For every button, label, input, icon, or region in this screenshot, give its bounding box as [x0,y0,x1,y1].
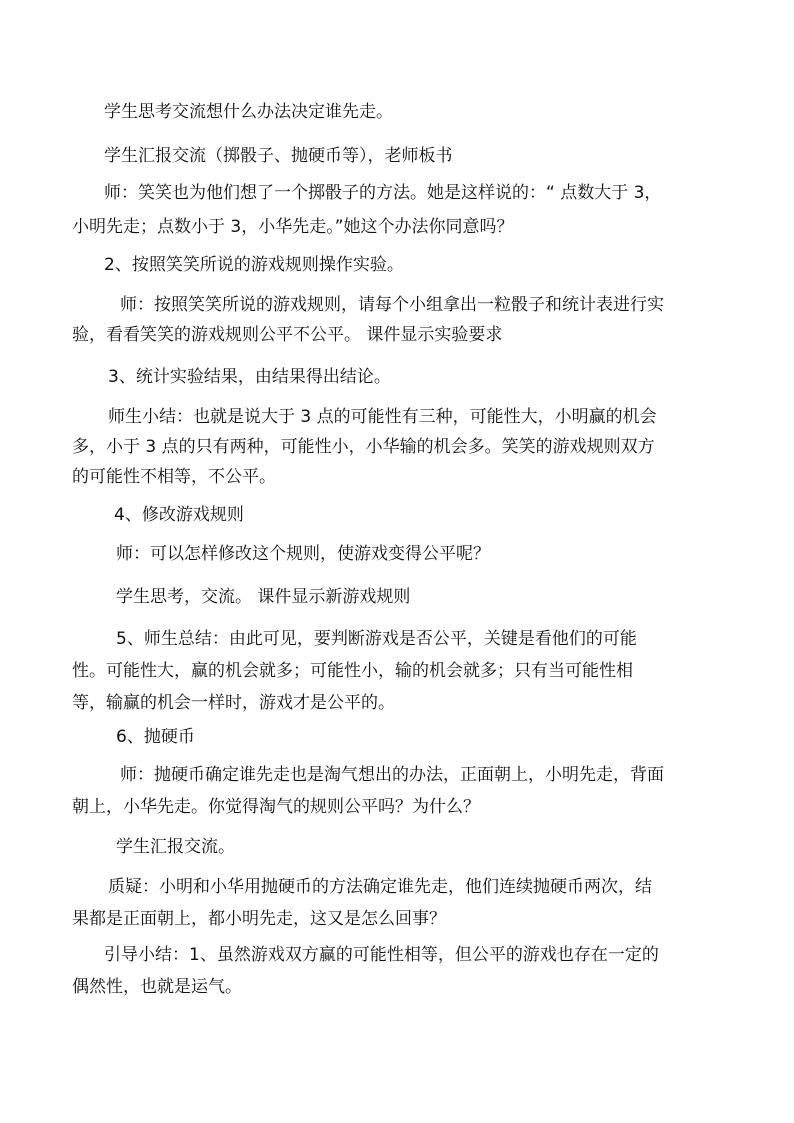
paragraph-line: 师：按照笑笑所说的游戏规则，请每个小组拿出一粒骰子和统计表进行实 [120,295,664,315]
paragraph-line: 学生汇报交流。 [116,837,235,857]
paragraph-line: 师：抛硬币确定谁先走也是淘气想出的办法，正面朝上，小明先走，背面 [120,765,664,785]
paragraph-line: 引导小结：1、虽然游戏双方赢的可能性相等，但公平的游戏也存在一定的 [104,945,659,965]
paragraph-line: 等，输赢的机会一样时，游戏才是公平的。 [72,693,395,713]
paragraph-line: 朝上，小华先走。你觉得淘气的规则公平吗？为什么？ [72,797,480,817]
paragraph-line: 3、统计实验结果，由结果得出结论。 [108,367,391,387]
paragraph-line: 小明先走；点数小于 3，小华先走。”她这个办法你同意吗？ [72,217,514,237]
paragraph-line: 2、按照笑笑所说的游戏规则操作实验。 [104,255,404,275]
paragraph-line: 偶然性，也就是运气。 [72,977,242,997]
paragraph-line: 师：可以怎样修改这个规则，使游戏变得公平呢？ [116,544,490,564]
paragraph-line: 5、师生总结：由此可见，要判断游戏是否公平，关键是看他们的可能 [116,629,637,649]
paragraph-line: 验，看看笑笑的游戏规则公平不公平。 课件显示实验要求 [72,325,503,345]
paragraph-line: 性。可能性大，赢的机会就多；可能性小，输的机会就多；只有当可能性相 [72,661,633,681]
paragraph-line: 4、修改游戏规则 [114,505,244,525]
paragraph-line: 师：笑笑也为他们想了一个掷骰子的方法。她是这样说的：“ 点数大于 3， [104,183,662,203]
paragraph-line: 的可能性不相等，不公平。 [72,467,276,487]
paragraph-line: 果都是正面朝上，都小明先走，这又是怎么回事？ [72,909,446,929]
paragraph-line: 师生小结：也就是说大于 3 点的可能性有三种，可能性大，小明赢的机会 [108,407,657,427]
paragraph-line: 质疑：小明和小华用抛硬币的方法确定谁先走，他们连续抛硬币两次，结 [108,877,652,897]
paragraph-line: 学生思考，交流。 课件显示新游戏规则 [116,587,411,607]
paragraph-line: 多，小于 3 点的只有两种，可能性小，小华输的机会多。笑笑的游戏规则双方 [72,437,655,457]
paragraph-line: 学生思考交流想什么办法决定谁先走。 [104,102,393,122]
paragraph-line: 6、抛硬币 [116,727,195,747]
paragraph-line: 学生汇报交流（掷骰子、抛硬币等），老师板书 [104,146,453,166]
